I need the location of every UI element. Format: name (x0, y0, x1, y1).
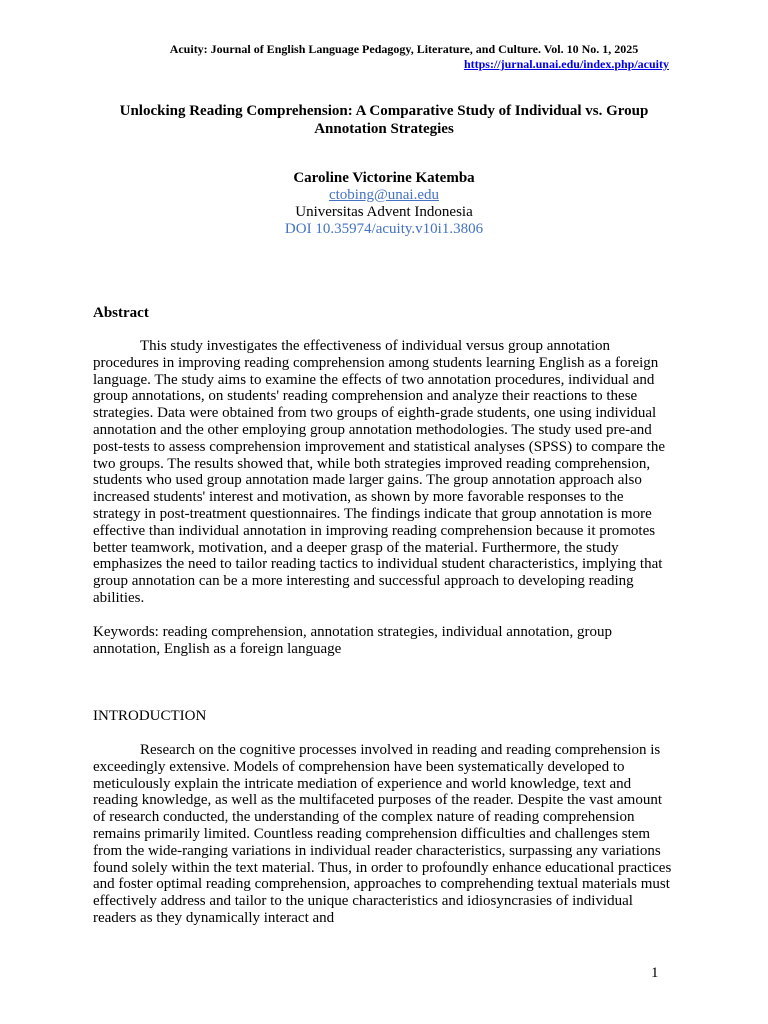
introduction-body: Research on the cognitive processes involved in reading and reading comprehension is exceedingly extensive. Models of comprehension have been systematically developed to meticulously explain the intricate mediation of experience and world knowledge, text and reading knowledge, as well as the multifaceted purposes of the reader. Despite the vast amount of research conducted, the understanding of the complex nature of reading comprehension remains primarily limited. Countless reading comprehension difficulties and challenges stem from the wide-ranging variations in individual reader characteristics, surpassing any variations found solely within the text material. Thus, in order to profoundly enhance educational practices and foster optimal reading comprehension, approaches to comprehending textual materials must effectively address and tailor to the unique characteristics and idiosyncrasies of individual readers as they dynamically interact and (93, 742, 672, 926)
author-block (93, 170, 675, 238)
doi-link[interactable]: DOI 10.35974/acuity.v10i1.3806 (284, 221, 484, 237)
author-email-link[interactable]: ctobing@unai.edu (328, 187, 440, 203)
journal-citation: Acuity: Journal of English Language Pedagogy, Literature, and Culture. Vol. 10 No. 1, 2025 (169, 42, 639, 56)
journal-url-link[interactable]: https://jurnal.unai.edu/index.php/acuity (463, 57, 669, 71)
keywords: Keywords: reading comprehension, annotation strategies, individual annotation, group annotation, English as a foreign language (93, 624, 613, 657)
author-name: Caroline Victorine Katemba (293, 170, 475, 186)
journal-header (69, 42, 669, 72)
abstract-heading: Abstract (93, 305, 149, 321)
page-number: 1 (651, 965, 659, 981)
introduction-heading: INTRODUCTION (93, 708, 207, 724)
article-title: Unlocking Reading Comprehension: A Comparative Study of Individual vs. Group Annotation Strategies (119, 103, 649, 137)
abstract-body: This study investigates the effectiveness of individual versus group annotation procedures in improving reading comprehension among students learning English as a foreign language. The study aims to examine the effects of two annotation procedures, individual and group annotations, on students' reading comprehension and analyze their reactions to these strategies. Data were obtained from two groups of eighth-grade students, one using individual annotation and the other employing group annotation methodologies. The study used pre-and post-tests to assess comprehension improvement and statistical analyses (SPSS) to compare the two groups. The results showed that, while both strategies improved reading comprehension, students who used group annotation made larger gains. The group annotation approach also increased students' interest and motivation, as shown by more favorable responses to the strategy in post-treatment questionnaires. The findings indicate that group annotation is more effective than individual annotation in improving reading comprehension because it promotes better teamwork, motivation, and a deeper grasp of the material. Furthermore, the study emphasizes the need to tailor reading tactics to individual student characteristics, implying that group annotation can be a more interesting and successful approach to developing reading abilities. (93, 338, 665, 606)
author-affiliation: Universitas Advent Indonesia (295, 204, 473, 220)
